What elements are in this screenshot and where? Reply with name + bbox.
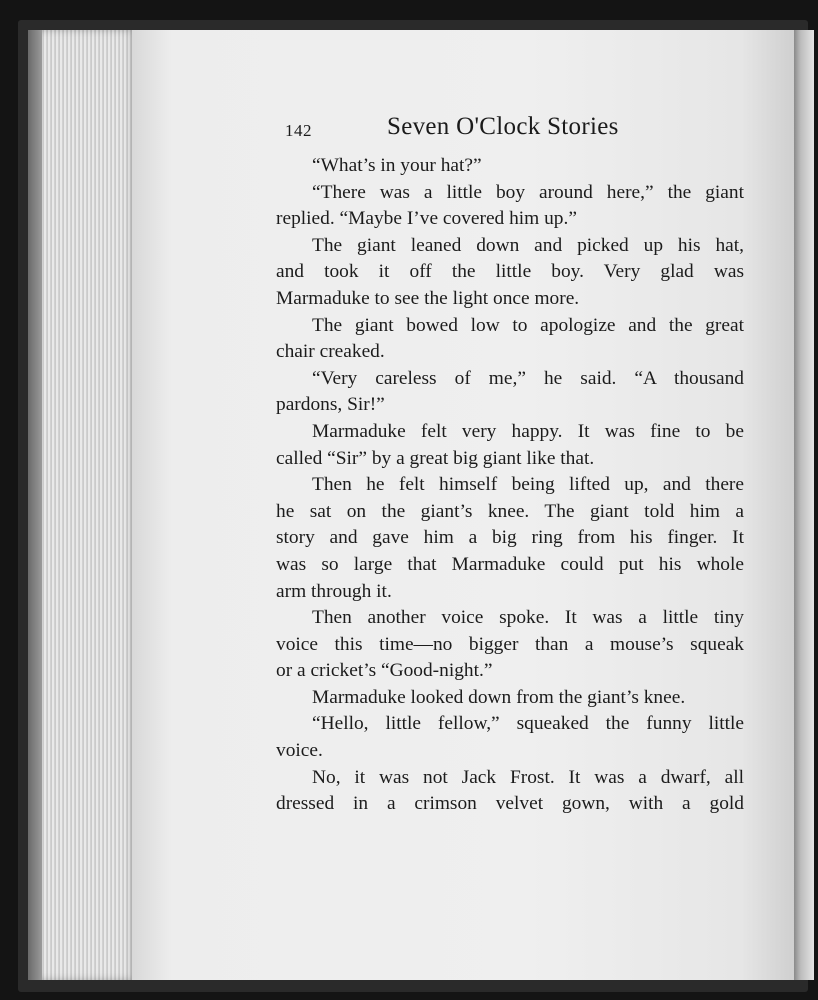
text-line: chair creaked. bbox=[276, 341, 385, 363]
running-head bbox=[285, 113, 745, 153]
story-text bbox=[276, 153, 744, 818]
text-line: dressed in a crimson velvet gown, with a gold bbox=[276, 793, 744, 815]
text-line: voice this time—no bigger than a mouse’s squeak bbox=[276, 633, 744, 655]
text-line: or a cricket’s “Good-night.” bbox=[276, 660, 493, 682]
text-line: Marmaduke to see the light once more. bbox=[276, 287, 580, 309]
text-line: voice. bbox=[276, 740, 323, 762]
text-line: “What’s in your hat?” bbox=[312, 155, 482, 176]
text-line: The giant bowed low to apologize and the great bbox=[312, 314, 744, 336]
text-line: he sat on the giant’s knee. The giant told him a bbox=[276, 500, 744, 522]
text-line: Marmaduke felt very happy. It was fine to be bbox=[312, 420, 744, 442]
book-gutter-right bbox=[792, 30, 814, 980]
page-edges-shadow bbox=[28, 30, 42, 980]
text-line: “Very careless of me,” he said. “A thousand bbox=[312, 367, 744, 389]
text-line: Then he felt himself being lifted up, and there bbox=[312, 474, 744, 496]
text-line: No, it was not Jack Frost. It was a dwarf, all bbox=[312, 766, 744, 788]
book-title: Seven O'Clock Stories bbox=[387, 113, 619, 140]
page-number: 142 bbox=[285, 121, 312, 140]
text-line: Marmaduke looked down from the giant’s knee. bbox=[312, 686, 686, 708]
text-line: “Hello, little fellow,” squeaked the funny little bbox=[312, 713, 744, 735]
text-line: The giant leaned down and picked up his hat, bbox=[312, 234, 744, 256]
text-line: replied. “Maybe I’ve covered him up.” bbox=[276, 208, 577, 230]
text-line: pardons, Sir!” bbox=[276, 394, 385, 416]
text-line: was so large that Marmaduke could put his whole bbox=[276, 553, 744, 575]
text-line: arm through it. bbox=[276, 580, 392, 602]
text-line: Then another voice spoke. It was a little tiny bbox=[312, 607, 744, 629]
text-line: and took it off the little boy. Very glad was bbox=[276, 261, 744, 283]
text-line: “There was a little boy around here,” the giant bbox=[312, 181, 744, 203]
text-line: called “Sir” by a great big giant like that. bbox=[276, 447, 595, 469]
text-line: story and gave him a big ring from his finger. It bbox=[276, 527, 744, 549]
page-edges-stack bbox=[28, 30, 138, 980]
